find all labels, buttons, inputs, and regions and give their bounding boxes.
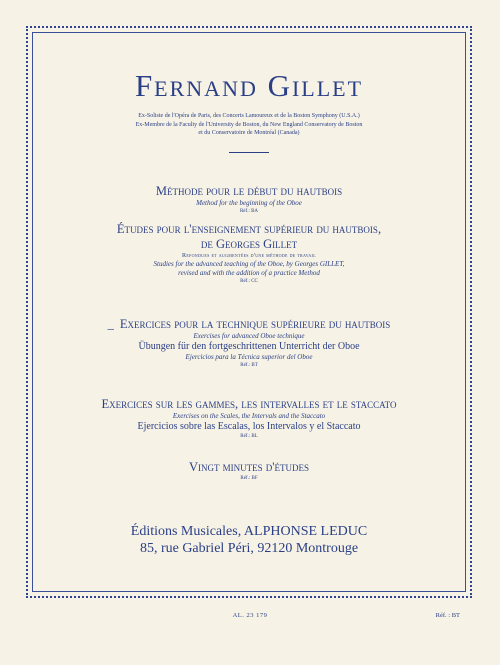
work-title-row	[32, 317, 466, 332]
work-title: Exercices pour la technique supérieure du hautbois	[119, 317, 391, 331]
work-title-author: de Georges Gillet	[200, 237, 298, 251]
work-translation-spanish: Ejercicios sobre las Escalas, los Intervalos y el Staccato	[137, 421, 361, 432]
work-entry-vingt-minutes	[32, 460, 466, 482]
work-title: Méthode pour le début du hautbois	[155, 184, 343, 198]
work-ref: Réf.: BF	[240, 476, 258, 481]
work-title: Exercices sur les gammes, les intervalles et le staccato	[101, 397, 397, 411]
work-translation: Method for the beginning of the Oboe	[196, 199, 302, 207]
work-translation: Exercises for advanced Oboe technique	[193, 332, 305, 340]
affiliation-line: Ex-Membre de la Faculty de l'University de Boston, du New England Conservatory de Boston	[135, 121, 363, 128]
affiliation-line: et du Conservatoire de Montréal (Canada)	[198, 130, 300, 136]
work-entry-exercices-gammes	[32, 397, 466, 440]
work-title: Vingt minutes d'études	[188, 460, 310, 474]
publisher-name: Éditions Musicales, ALPHONSE LEDUC	[130, 524, 368, 539]
composer-name: Fernand Gillet	[134, 68, 364, 103]
divider-rule	[229, 152, 269, 153]
work-title: Études pour l'enseignement supérieur du hautbois,	[116, 222, 382, 236]
work-ref: Réf.: BA	[239, 209, 259, 214]
publisher-block	[32, 523, 466, 557]
work-entry-etudes	[32, 222, 466, 285]
work-translation: revised and with the addition of a practice Method	[178, 269, 320, 277]
catalog-number: AL. 23 179	[232, 612, 268, 619]
work-translation: Ejercicios para la Técnica superior del Oboe	[185, 353, 313, 361]
publisher-address: 85, rue Gabriel Péri, 92120 Montrouge	[139, 541, 359, 556]
work-translation: Studies for the advanced teaching of the Oboe, by Georges GILLET,	[153, 260, 345, 268]
work-ref: Réf.: BT	[240, 363, 258, 368]
work-entry-methode	[32, 184, 466, 215]
work-translation: Exercises on the Scales, the Intervals and the Staccato	[172, 412, 326, 420]
work-ref: Réf.: BL	[240, 434, 258, 439]
work-ref: Réf.: CC	[240, 279, 258, 284]
composer-affiliation	[62, 112, 436, 138]
work-note: Refondues et augmentées d'une méthode de travail	[182, 253, 316, 259]
work-translation-german: Übungen für den fortgeschrittenen Unterricht der Oboe	[138, 341, 360, 352]
cover-content	[32, 32, 466, 592]
selected-marker: _	[107, 317, 114, 331]
footer-ref: Réf. : BT	[435, 612, 460, 619]
work-entry-exercices-technique	[32, 317, 466, 369]
affiliation-line: Ex-Soliste de l'Opéra de Paris, des Concerts Lamoureux et de la Boston Symphony (U.S.A.)	[138, 113, 360, 119]
